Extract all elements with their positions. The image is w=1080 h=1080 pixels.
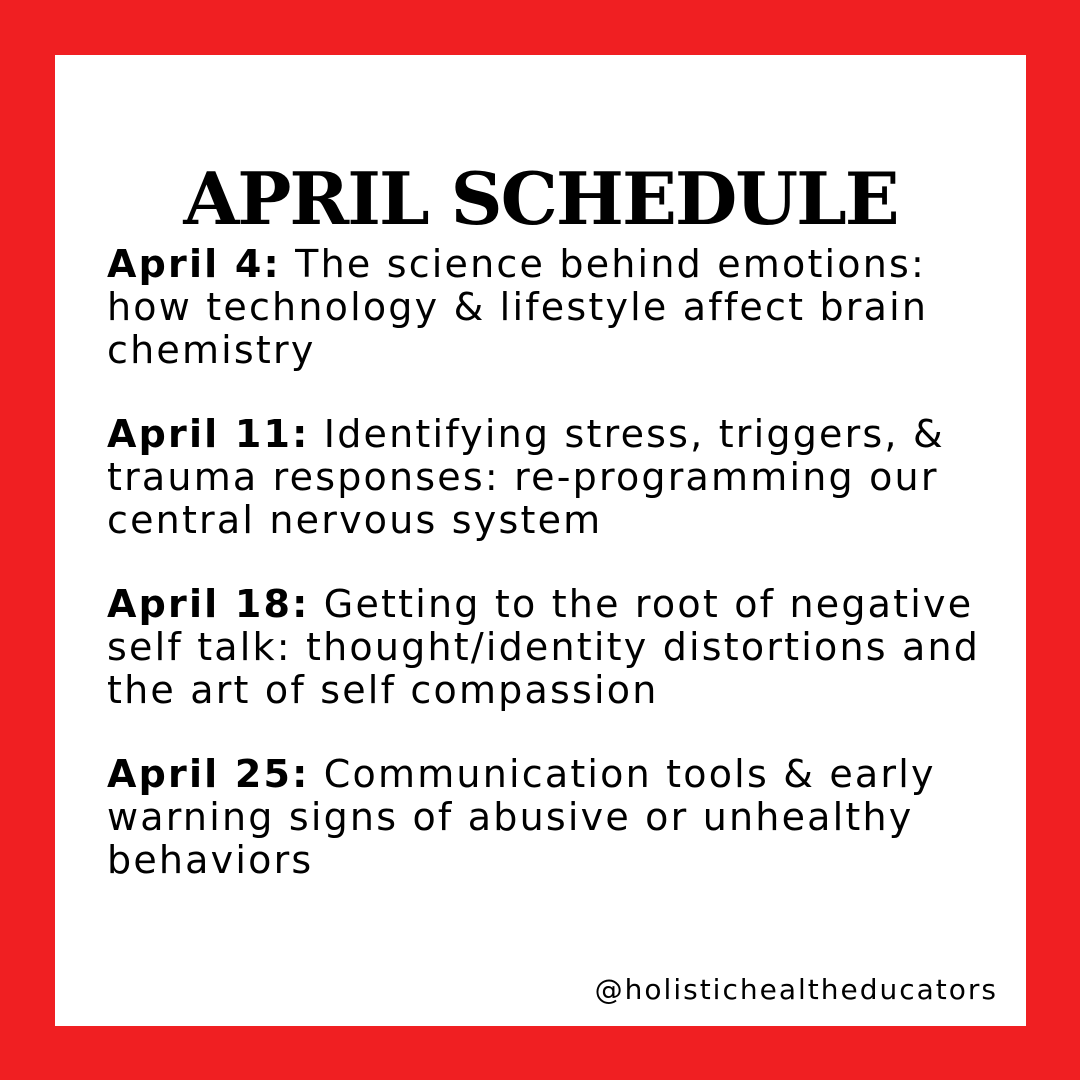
schedule-entry-april-25 <box>107 753 1007 882</box>
entry-date: April 25: <box>107 752 310 796</box>
entry-date: April 11: <box>107 412 310 456</box>
schedule-entry-april-11 <box>107 413 1007 542</box>
social-handle: @holistichealtheducators <box>594 973 998 1006</box>
entry-date: April 18: <box>107 582 310 626</box>
entry-date: April 4: <box>107 242 281 286</box>
schedule-list <box>107 243 1007 923</box>
entry-topic: Getting to the root of negative self talk: thought/identity distortions and the art of self compassion <box>107 582 981 712</box>
page-title: APRIL SCHEDULE <box>183 156 898 241</box>
schedule-entry-april-18 <box>107 583 1007 712</box>
entry-topic: Identifying stress, triggers, & trauma responses: re-programming our central nervous system <box>107 412 945 542</box>
entry-topic: Communication tools & early warning signs of abusive or unhealthy behaviors <box>107 752 936 882</box>
entry-topic: The science behind emotions: how technology & lifestyle affect brain chemistry <box>107 242 929 372</box>
schedule-entry-april-4 <box>107 243 1007 372</box>
schedule-card <box>55 55 1026 1026</box>
